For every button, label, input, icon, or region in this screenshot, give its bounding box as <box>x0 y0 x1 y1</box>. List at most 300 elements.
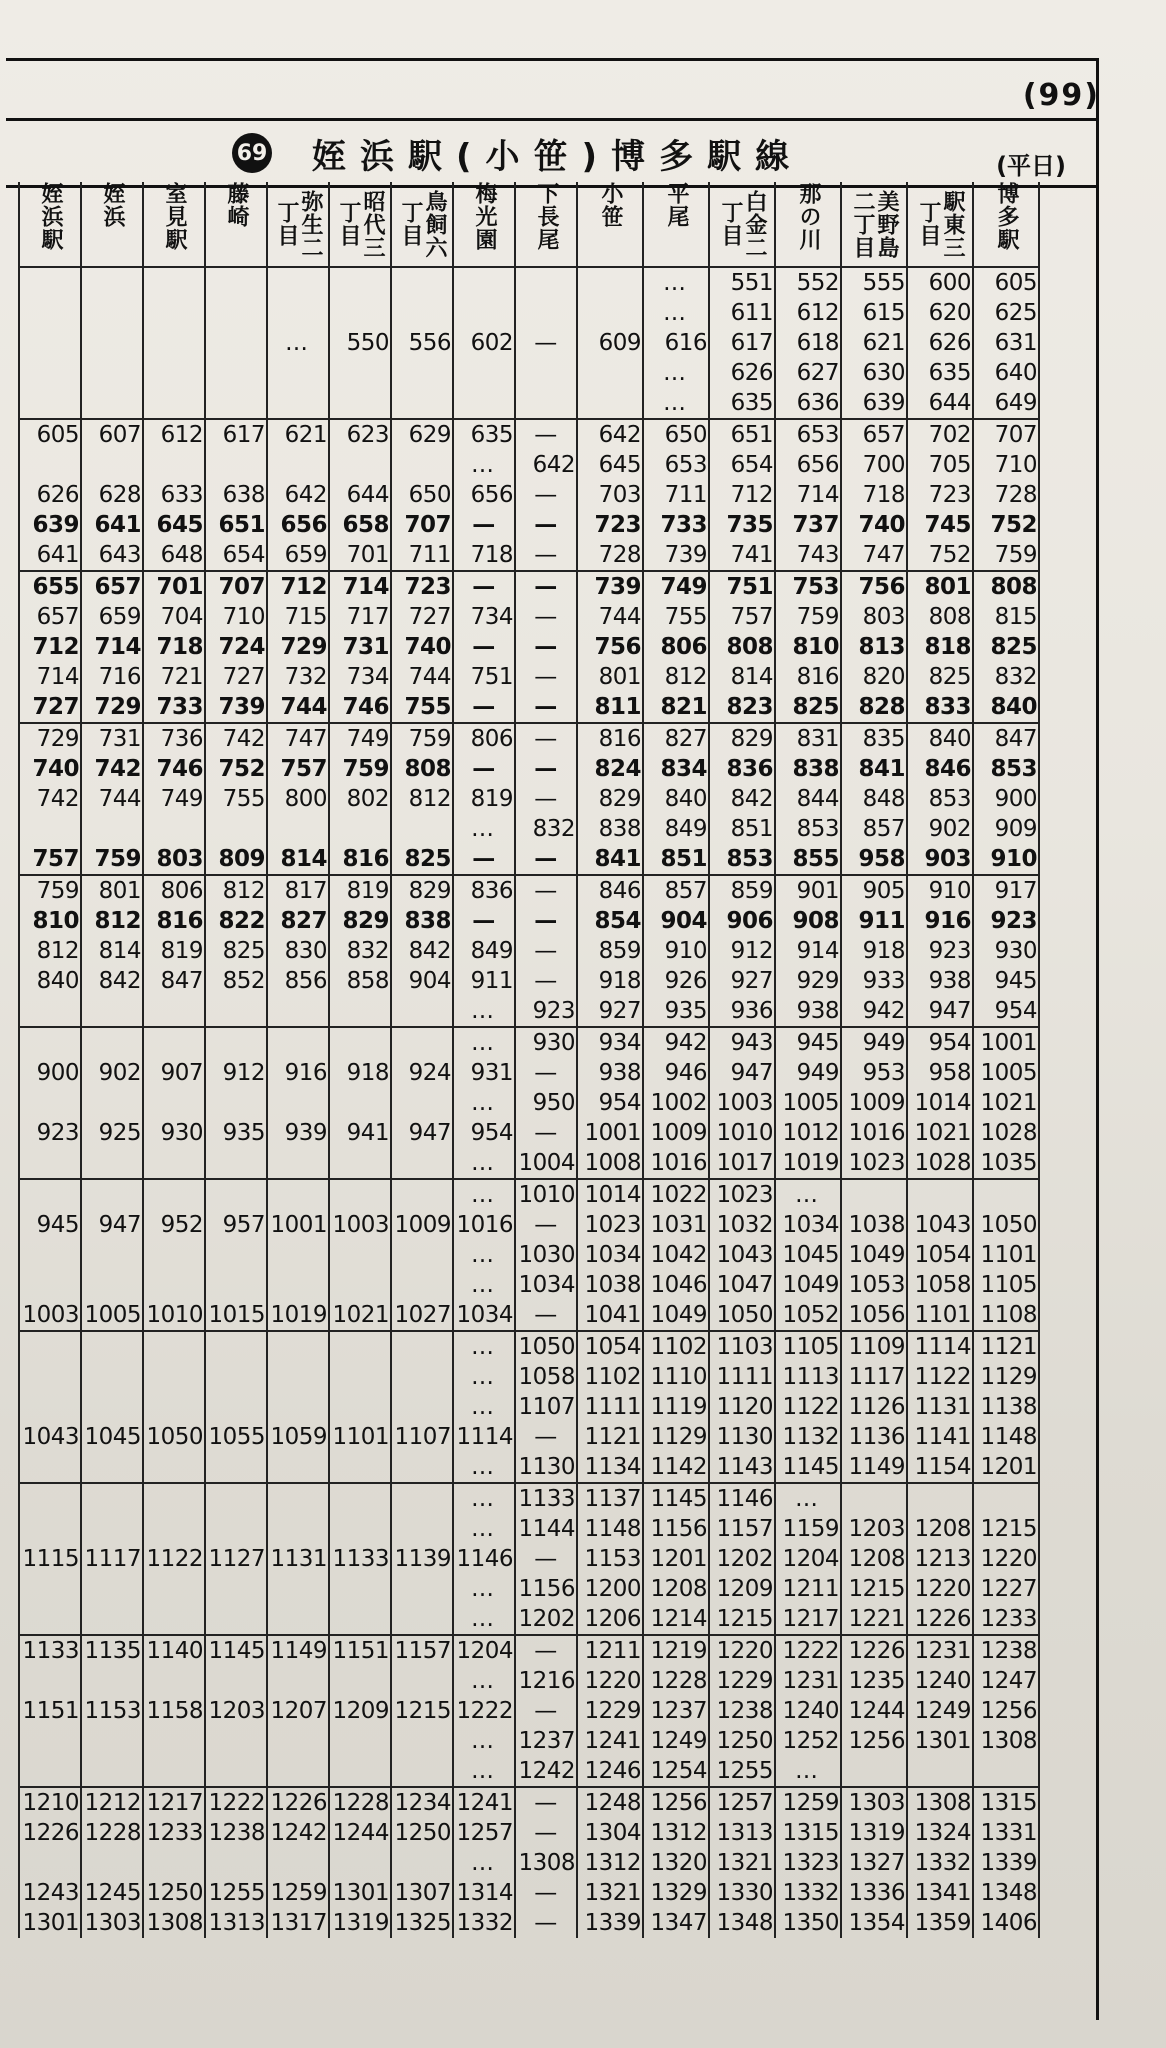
table-cell: 723 <box>391 571 453 602</box>
table-cell <box>577 388 643 419</box>
table-row <box>19 1392 1039 1422</box>
table-cell: 740 <box>19 754 81 784</box>
table-cell: 1323 <box>775 1848 841 1878</box>
table-cell: 938 <box>775 996 841 1027</box>
table-cell: 1246 <box>577 1756 643 1787</box>
table-cell: 1233 <box>973 1604 1039 1635</box>
table-cell <box>143 1848 205 1878</box>
table-cell: 812 <box>391 784 453 814</box>
table-cell: 607 <box>81 419 143 450</box>
table-cell: … <box>453 1392 515 1422</box>
table-cell <box>453 267 515 298</box>
table-cell: 1049 <box>841 1240 907 1270</box>
column-header <box>391 182 453 267</box>
table-cell: 1228 <box>643 1666 709 1696</box>
table-cell <box>19 1392 81 1422</box>
table-cell <box>329 1148 391 1179</box>
table-cell: 910 <box>907 875 973 906</box>
table-cell: 723 <box>907 480 973 510</box>
table-cell: 1237 <box>643 1696 709 1726</box>
table-row <box>19 1240 1039 1270</box>
table-row <box>19 1148 1039 1179</box>
table-cell: … <box>453 1452 515 1483</box>
table-cell <box>907 1179 973 1210</box>
table-cell <box>205 358 267 388</box>
table-cell <box>19 450 81 480</box>
table-cell: 742 <box>81 754 143 784</box>
table-cell: 842 <box>81 966 143 996</box>
table-cell <box>205 1240 267 1270</box>
table-cell <box>267 1392 329 1422</box>
table-cell: 840 <box>907 723 973 754</box>
table-cell: 1209 <box>709 1574 775 1604</box>
table-cell: 1145 <box>643 1483 709 1514</box>
table-cell <box>19 1483 81 1514</box>
table-cell <box>841 1483 907 1514</box>
column-header-label: 平尾 <box>664 182 689 228</box>
table-cell: — <box>515 1878 577 1908</box>
table-cell: 927 <box>577 996 643 1027</box>
day-type-label: (平日) <box>996 152 1066 180</box>
table-cell: 1148 <box>577 1514 643 1544</box>
table-row <box>19 1483 1039 1514</box>
column-header <box>329 182 391 267</box>
table-cell: 802 <box>329 784 391 814</box>
table-cell: 623 <box>329 419 391 450</box>
table-cell: 1003 <box>19 1300 81 1331</box>
table-cell: 1127 <box>205 1544 267 1574</box>
table-cell <box>907 1483 973 1514</box>
column-header-label: 弥生二丁目 <box>274 189 323 259</box>
table-cell: — <box>515 936 577 966</box>
table-row <box>19 1756 1039 1787</box>
table-cell: 1308 <box>973 1726 1039 1756</box>
table-cell: — <box>453 692 515 723</box>
column-header-label: 姪浜駅 <box>38 182 63 251</box>
table-cell <box>81 267 143 298</box>
table-row <box>19 1452 1039 1483</box>
table-row <box>19 662 1039 692</box>
table-cell: 912 <box>205 1058 267 1088</box>
table-cell: 1238 <box>205 1818 267 1848</box>
table-cell: 727 <box>391 602 453 632</box>
table-cell: 1009 <box>643 1118 709 1148</box>
table-cell <box>267 298 329 328</box>
table-cell: — <box>515 1300 577 1331</box>
column-header-label: 下長尾 <box>534 182 559 251</box>
table-cell: … <box>453 1483 515 1514</box>
table-cell: 741 <box>709 540 775 571</box>
table-cell: 1111 <box>577 1392 643 1422</box>
table-cell: 654 <box>205 540 267 571</box>
table-row <box>19 1118 1039 1148</box>
table-cell: 1002 <box>643 1088 709 1118</box>
table-cell <box>143 1088 205 1118</box>
table-cell: 1332 <box>775 1878 841 1908</box>
table-cell <box>267 1027 329 1058</box>
table-cell <box>329 388 391 419</box>
page-number: (99) <box>1022 78 1100 113</box>
table-cell: 1034 <box>453 1300 515 1331</box>
table-cell <box>19 1331 81 1362</box>
table-cell: 605 <box>973 267 1039 298</box>
table-cell: 1321 <box>709 1848 775 1878</box>
table-cell: 729 <box>267 632 329 662</box>
table-cell: 1215 <box>709 1604 775 1635</box>
table-cell <box>329 450 391 480</box>
table-cell: 1005 <box>81 1300 143 1331</box>
table-cell: 1151 <box>329 1635 391 1666</box>
table-cell: 1005 <box>973 1058 1039 1088</box>
table-cell: 829 <box>709 723 775 754</box>
table-cell: 1035 <box>973 1148 1039 1179</box>
table-cell: 1237 <box>515 1726 577 1756</box>
table-cell <box>329 1848 391 1878</box>
right-border <box>1096 60 1099 2020</box>
table-cell: 1219 <box>643 1635 709 1666</box>
table-cell: 825 <box>775 692 841 723</box>
table-cell: 712 <box>19 632 81 662</box>
table-cell: 751 <box>453 662 515 692</box>
table-cell: 842 <box>709 784 775 814</box>
table-cell: 1235 <box>841 1666 907 1696</box>
table-cell: 1121 <box>973 1331 1039 1362</box>
table-cell: 1241 <box>577 1726 643 1756</box>
table-cell: 832 <box>973 662 1039 692</box>
table-cell <box>19 1726 81 1756</box>
table-cell: 631 <box>973 328 1039 358</box>
table-cell: 1228 <box>329 1787 391 1818</box>
table-cell: 954 <box>907 1027 973 1058</box>
table-cell <box>267 358 329 388</box>
table-cell: … <box>453 814 515 844</box>
table-cell: 1220 <box>577 1666 643 1696</box>
table-cell: 1042 <box>643 1240 709 1270</box>
table-cell: 759 <box>19 875 81 906</box>
table-cell: 1045 <box>775 1240 841 1270</box>
table-cell: 639 <box>841 388 907 419</box>
table-cell: 910 <box>643 936 709 966</box>
table-cell <box>391 1514 453 1544</box>
table-cell: 1133 <box>19 1635 81 1666</box>
table-cell: 825 <box>973 632 1039 662</box>
table-cell: 1021 <box>329 1300 391 1331</box>
table-cell: 657 <box>19 602 81 632</box>
table-row <box>19 540 1039 571</box>
table-cell: 1134 <box>577 1452 643 1483</box>
table-cell: 654 <box>709 450 775 480</box>
table-cell <box>391 358 453 388</box>
table-cell <box>267 1179 329 1210</box>
table-cell <box>205 1270 267 1300</box>
table-cell: 1229 <box>577 1696 643 1726</box>
table-cell: 621 <box>267 419 329 450</box>
table-cell: 729 <box>81 692 143 723</box>
table-cell: 945 <box>775 1027 841 1058</box>
table-cell: 910 <box>973 844 1039 875</box>
table-cell <box>205 1726 267 1756</box>
table-cell: 733 <box>643 510 709 540</box>
table-cell: 747 <box>841 540 907 571</box>
table-cell <box>329 1514 391 1544</box>
table-cell <box>81 1179 143 1210</box>
table-cell: — <box>515 480 577 510</box>
table-row <box>19 875 1039 906</box>
table-cell: 746 <box>329 692 391 723</box>
table-cell: 823 <box>709 692 775 723</box>
table-cell: 930 <box>143 1118 205 1148</box>
table-cell: 1108 <box>973 1300 1039 1331</box>
table-cell: 1329 <box>643 1878 709 1908</box>
table-cell <box>391 1756 453 1787</box>
table-cell <box>577 358 643 388</box>
table-cell: 1350 <box>775 1908 841 1938</box>
table-cell <box>81 1088 143 1118</box>
table-cell: 716 <box>81 662 143 692</box>
table-cell: 1004 <box>515 1148 577 1179</box>
table-cell: 1332 <box>907 1848 973 1878</box>
table-cell: 816 <box>143 906 205 936</box>
table-cell: 1117 <box>841 1362 907 1392</box>
table-cell <box>267 1726 329 1756</box>
table-cell: 936 <box>709 996 775 1027</box>
table-cell <box>391 1148 453 1179</box>
table-cell: 753 <box>775 571 841 602</box>
table-cell <box>391 1452 453 1483</box>
table-cell: 914 <box>775 936 841 966</box>
table-cell <box>19 1270 81 1300</box>
table-cell: 859 <box>577 936 643 966</box>
table-cell: 744 <box>81 784 143 814</box>
table-cell: 1249 <box>643 1726 709 1756</box>
table-cell: 857 <box>643 875 709 906</box>
table-cell: 617 <box>709 328 775 358</box>
column-header-label: 梅光園 <box>472 182 497 251</box>
table-cell: 1130 <box>515 1452 577 1483</box>
table-cell: 1019 <box>775 1148 841 1179</box>
table-cell: 729 <box>19 723 81 754</box>
table-cell <box>81 1392 143 1422</box>
table-cell: 934 <box>577 1027 643 1058</box>
table-cell: 923 <box>19 1118 81 1148</box>
table-cell: 1308 <box>907 1787 973 1818</box>
table-cell: 1107 <box>515 1392 577 1422</box>
table-cell: … <box>453 996 515 1027</box>
table-cell: 705 <box>907 450 973 480</box>
table-cell: 1126 <box>841 1392 907 1422</box>
table-cell: 853 <box>907 784 973 814</box>
table-cell: 1111 <box>709 1362 775 1392</box>
table-cell: 635 <box>907 358 973 388</box>
table-cell: 1139 <box>391 1544 453 1574</box>
table-cell: 818 <box>907 632 973 662</box>
table-cell: 552 <box>775 267 841 298</box>
table-cell: 853 <box>775 814 841 844</box>
table-cell: 1250 <box>709 1726 775 1756</box>
table-cell <box>267 1088 329 1118</box>
table-cell: … <box>453 1514 515 1544</box>
table-cell <box>391 298 453 328</box>
table-cell <box>81 996 143 1027</box>
table-cell: 929 <box>775 966 841 996</box>
table-cell: 721 <box>143 662 205 692</box>
table-cell: 821 <box>643 692 709 723</box>
table-cell: 1259 <box>267 1878 329 1908</box>
table-cell: 903 <box>907 844 973 875</box>
table-cell: 651 <box>205 510 267 540</box>
table-cell: 1202 <box>709 1544 775 1574</box>
table-cell: 911 <box>841 906 907 936</box>
table-cell <box>391 1331 453 1362</box>
route-title: 姪浜駅(小笹)博多駅線 <box>312 136 804 177</box>
table-cell: 1115 <box>19 1544 81 1574</box>
table-cell <box>143 1331 205 1362</box>
table-row <box>19 1604 1039 1635</box>
table-cell: 1211 <box>775 1574 841 1604</box>
table-cell <box>143 1240 205 1270</box>
table-cell: 1016 <box>453 1210 515 1240</box>
table-cell: 1034 <box>577 1240 643 1270</box>
table-cell: 828 <box>841 692 907 723</box>
table-cell: 710 <box>205 602 267 632</box>
table-cell: 1117 <box>81 1544 143 1574</box>
timetable-body <box>19 267 1039 1938</box>
table-cell: 1003 <box>329 1210 391 1240</box>
table-cell <box>453 388 515 419</box>
table-cell <box>19 1027 81 1058</box>
table-cell: 1320 <box>643 1848 709 1878</box>
table-row <box>19 1179 1039 1210</box>
table-cell: 1339 <box>577 1908 643 1938</box>
table-cell: 931 <box>453 1058 515 1088</box>
table-cell: 846 <box>577 875 643 906</box>
table-cell: 1332 <box>453 1908 515 1938</box>
table-cell: 813 <box>841 632 907 662</box>
table-cell <box>577 267 643 298</box>
table-cell: — <box>515 540 577 571</box>
table-cell <box>205 1331 267 1362</box>
table-cell <box>143 1179 205 1210</box>
table-cell <box>329 1756 391 1787</box>
table-cell: 906 <box>709 906 775 936</box>
table-cell: 1222 <box>775 1635 841 1666</box>
table-cell <box>81 1331 143 1362</box>
table-cell <box>81 358 143 388</box>
table-cell: 731 <box>329 632 391 662</box>
table-cell: 1157 <box>391 1635 453 1666</box>
table-cell: 1303 <box>81 1908 143 1938</box>
table-cell <box>81 1452 143 1483</box>
table-cell: 1303 <box>841 1787 907 1818</box>
table-cell: 736 <box>143 723 205 754</box>
table-cell: 832 <box>329 936 391 966</box>
table-cell: 1341 <box>907 1878 973 1908</box>
table-cell: 617 <box>205 419 267 450</box>
table-cell: 838 <box>391 906 453 936</box>
table-cell: 756 <box>841 571 907 602</box>
table-cell: 942 <box>841 996 907 1027</box>
table-cell: 1140 <box>143 1635 205 1666</box>
table-cell: 650 <box>391 480 453 510</box>
table-cell: 841 <box>841 754 907 784</box>
table-cell: 1146 <box>709 1483 775 1514</box>
table-cell: 1220 <box>907 1574 973 1604</box>
table-cell: 1016 <box>841 1118 907 1148</box>
table-cell: 724 <box>205 632 267 662</box>
table-cell: 1233 <box>143 1818 205 1848</box>
table-cell: 852 <box>205 966 267 996</box>
table-cell: 740 <box>841 510 907 540</box>
table-cell: 806 <box>643 632 709 662</box>
column-header-label: 小笹 <box>598 182 623 228</box>
table-cell: 952 <box>143 1210 205 1240</box>
table-cell: 759 <box>775 602 841 632</box>
table-cell: 1101 <box>973 1240 1039 1270</box>
table-cell: 1038 <box>577 1270 643 1300</box>
table-cell: 712 <box>709 480 775 510</box>
table-cell: 942 <box>643 1027 709 1058</box>
title-bar <box>6 118 1096 188</box>
table-row <box>19 1818 1039 1848</box>
table-cell <box>329 1027 391 1058</box>
table-cell: 900 <box>973 784 1039 814</box>
table-cell: 1133 <box>329 1544 391 1574</box>
table-cell: 1243 <box>19 1878 81 1908</box>
table-cell: 902 <box>907 814 973 844</box>
table-cell: 953 <box>841 1058 907 1088</box>
table-cell: 1307 <box>391 1878 453 1908</box>
table-cell: 816 <box>577 723 643 754</box>
table-cell: 759 <box>81 844 143 875</box>
table-cell: 1348 <box>973 1878 1039 1908</box>
table-cell <box>391 1179 453 1210</box>
column-header <box>81 182 143 267</box>
table-cell <box>143 450 205 480</box>
table-cell <box>81 1666 143 1696</box>
table-cell <box>143 1666 205 1696</box>
table-cell: 907 <box>143 1058 205 1088</box>
table-cell <box>143 996 205 1027</box>
table-cell: 840 <box>19 966 81 996</box>
table-cell: 904 <box>643 906 709 936</box>
table-cell <box>81 814 143 844</box>
table-cell: 1144 <box>515 1514 577 1544</box>
table-cell: 1321 <box>577 1878 643 1908</box>
table-cell: 841 <box>577 844 643 875</box>
column-header-label: 室見駅 <box>162 182 187 251</box>
table-cell: 820 <box>841 662 907 692</box>
table-cell: 825 <box>391 844 453 875</box>
table-cell <box>267 388 329 419</box>
table-cell <box>19 996 81 1027</box>
table-cell: 715 <box>267 602 329 632</box>
table-cell: 943 <box>709 1027 775 1058</box>
table-cell: 853 <box>973 754 1039 784</box>
table-row <box>19 754 1039 784</box>
table-cell: 1022 <box>643 1179 709 1210</box>
table-cell <box>143 1148 205 1179</box>
table-cell: … <box>643 358 709 388</box>
table-cell <box>205 1756 267 1787</box>
table-cell: 900 <box>19 1058 81 1088</box>
table-cell: — <box>453 632 515 662</box>
table-cell: 1312 <box>577 1848 643 1878</box>
table-cell: 1313 <box>709 1818 775 1848</box>
table-cell: … <box>453 450 515 480</box>
table-cell: 812 <box>205 875 267 906</box>
table-row <box>19 298 1039 328</box>
table-cell: 1255 <box>709 1756 775 1787</box>
